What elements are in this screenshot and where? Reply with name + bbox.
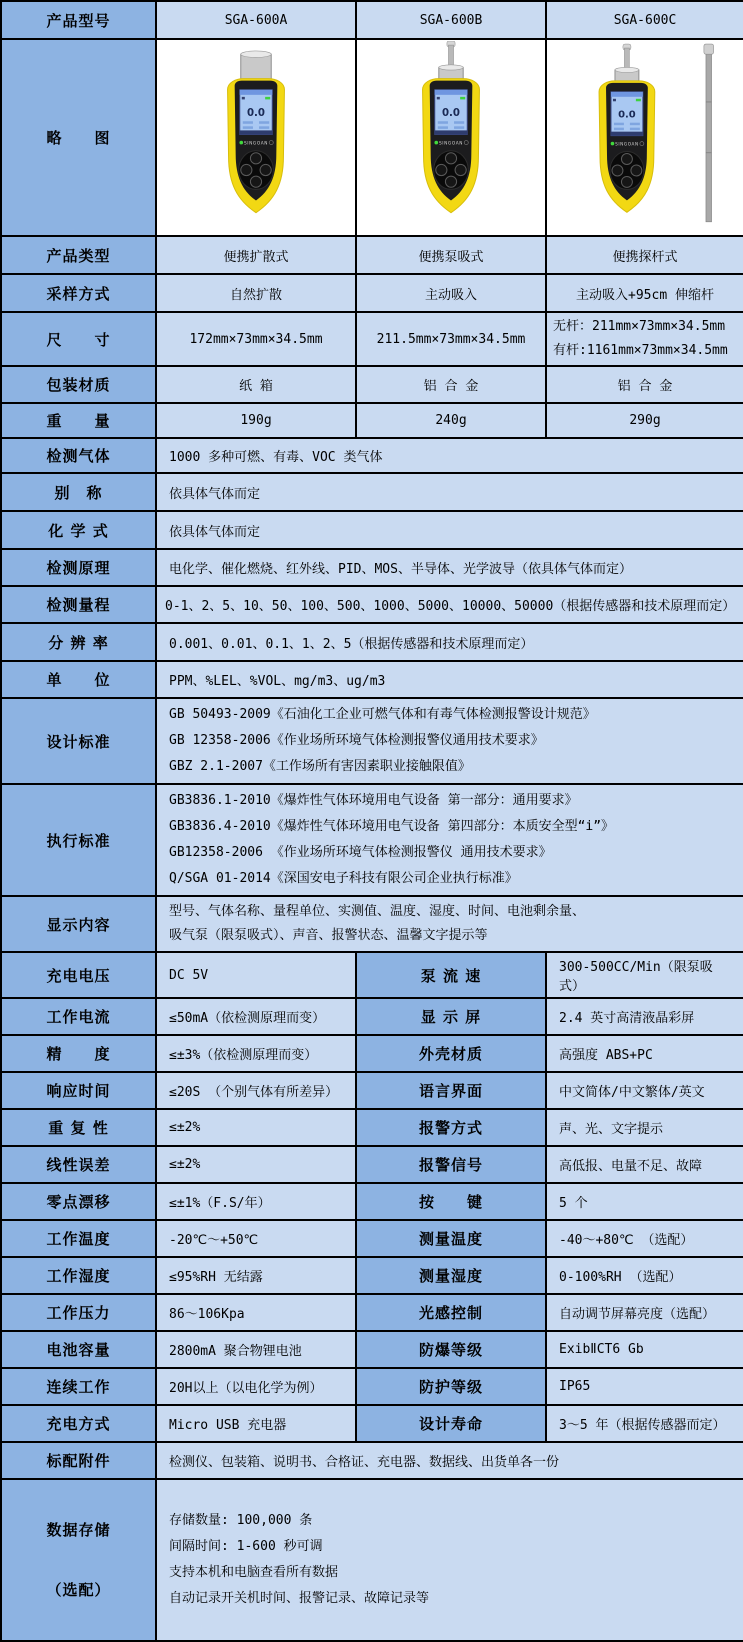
value-weight-c: 290g [546,403,743,438]
label-sketch: 略 图 [1,39,156,236]
table-row [1,1183,743,1220]
value-measure-humidity: 0-100%RH （选配） [546,1257,743,1294]
value-design-standard [156,698,743,784]
value-working-current: ≤50mA（依检测原理而变） [156,998,356,1035]
model-sga-600a: SGA-600A [156,1,356,39]
label-product-type: 产品类型 [1,236,156,274]
label-accuracy: 精 度 [1,1035,156,1072]
value-sampling-c: 主动吸入+95cm 伸缩杆 [546,274,743,312]
table-row [1,236,743,274]
model-sga-600b: SGA-600B [356,1,546,39]
label-zero-drift: 零点漂移 [1,1183,156,1220]
table-row [1,784,743,896]
dimensions-c-with-rod: 有杆:1161mm×73mm×34.5mm [553,343,728,358]
value-detection-range: 0-1、2、5、10、50、100、500、1000、5000、10000、50000（根据传感器和技术原理而定） [156,586,743,623]
sketch-cell-sga-600a [156,39,356,236]
label-sampling-method: 采样方式 [1,274,156,312]
value-response-time: ≤20S （个别气体有所差异） [156,1072,356,1109]
value-light-sensor-control: 自动调节屏幕亮度（选配） [546,1294,743,1331]
table-row [1,698,743,784]
value-product-type-c: 便携探杆式 [546,236,743,274]
data-storage-line: 支持本机和电脑查看所有数据 [169,1565,339,1580]
label-design-standard: 设计标准 [1,698,156,784]
label-exec-standard: 执行标准 [1,784,156,896]
label-protection-grade: 防护等级 [356,1368,546,1405]
label-packaging-material: 包装材质 [1,366,156,403]
label-weight: 重 量 [1,403,156,438]
label-unit: 单 位 [1,661,156,698]
table-row [1,1035,743,1072]
label-alias: 别 称 [1,473,156,511]
value-working-temperature: -20℃～+50℃ [156,1220,356,1257]
table-row [1,511,743,549]
value-detection-principle: 电化学、催化燃烧、红外线、PID、MOS、半导体、光学波导（依具体气体而定） [156,549,743,586]
header-row [1,1,743,39]
data-storage-label-line: （选配） [46,1581,111,1599]
table-row [1,366,743,403]
value-pump-flow-rate: 300-500CC/Min（限泵吸式） [546,952,743,998]
value-data-storage [156,1479,743,1641]
table-row [1,1405,743,1442]
value-continuous-working: 20H以上（以电化学为例） [156,1368,356,1405]
table-row [1,661,743,698]
value-accessories: 检测仪、包装箱、说明书、合格证、充电器、数据线、出货单各一份 [156,1442,743,1479]
design-standard-line: GB 50493-2009《石油化工企业可燃气体和有毒气体检测报警设计规范》 [169,707,596,722]
value-unit: PPM、%LEL、%VOL、mg/m3、ug/m3 [156,661,743,698]
label-alarm-signal: 报警信号 [356,1146,546,1183]
table-row [1,998,743,1035]
table-row [1,1368,743,1405]
value-accuracy: ≤±3%（依检测原理而变） [156,1035,356,1072]
table-row [1,1146,743,1183]
table-row [1,473,743,511]
label-shell-material: 外壳材质 [356,1035,546,1072]
value-product-type-b: 便携泵吸式 [356,236,546,274]
value-packaging-b: 铝 合 金 [356,366,546,403]
table-row [1,1072,743,1109]
table-row [1,1294,743,1331]
value-shell-material: 高强度 ABS+PC [546,1035,743,1072]
label-alarm-mode: 报警方式 [356,1109,546,1146]
label-detect-gas: 检测气体 [1,438,156,473]
display-content-line: 吸气泵（限泵吸式）、声音、报警状态、温馨文字提示等 [169,928,488,943]
label-detection-range: 检测量程 [1,586,156,623]
display-content-line: 型号、气体名称、量程单位、实测值、温度、湿度、时间、电池剩余量、 [169,904,586,919]
dimensions-c-no-rod: 无杆：211mm×73mm×34.5mm [553,319,726,334]
label-pump-flow-rate: 泵 流 速 [356,952,546,998]
label-working-current: 工作电流 [1,998,156,1035]
value-detect-gas: 1000 多种可燃、有毒、VOC 类气体 [156,438,743,473]
label-working-humidity: 工作湿度 [1,1257,156,1294]
table-row [1,274,743,312]
value-alarm-mode: 声、光、文字提示 [546,1109,743,1146]
value-weight-b: 240g [356,403,546,438]
label-measure-humidity: 测量湿度 [356,1257,546,1294]
value-product-type-a: 便携扩散式 [156,236,356,274]
value-language-ui: 中文简体/中文繁体/英文 [546,1072,743,1109]
device-sketch-sga-600b [358,41,544,234]
data-storage-label-line: 数据存储 [46,1521,111,1539]
exec-standard-line: GB12358-2006 《作业场所环境气体检测报警仪 通用技术要求》 [169,845,552,860]
table-row [1,623,743,661]
device-sketch-sga-600c [548,41,742,234]
data-storage-line: 间隔时间: 1-600 秒可调 [169,1539,323,1554]
label-working-pressure: 工作压力 [1,1294,156,1331]
table-row [1,549,743,586]
label-chemical-formula: 化 学 式 [1,511,156,549]
table-row [1,1257,743,1294]
sketch-cell-sga-600c [546,39,743,236]
value-dimensions-b: 211.5mm×73mm×34.5mm [356,312,546,366]
value-weight-a: 190g [156,403,356,438]
value-resolution: 0.001、0.01、0.1、1、2、5（根据传感器和技术原理而定） [156,623,743,661]
value-alarm-signal: 高低报、电量不足、故障 [546,1146,743,1183]
value-chemical-formula: 依具体气体而定 [156,511,743,549]
exec-standard-line: GB3836.1-2010《爆炸性气体环境用电气设备 第一部分：通用要求》 [169,793,578,808]
table-row [1,312,743,366]
value-display-screen: 2.4 英寸高清液晶彩屏 [546,998,743,1035]
table-row [1,1331,743,1368]
table-row [1,438,743,473]
value-zero-drift: ≤±1%（F.S/年） [156,1183,356,1220]
table-row [1,1479,743,1641]
label-data-storage [1,1479,156,1641]
table-row [1,586,743,623]
data-storage-line: 自动记录开关机时间、报警记录、故障记录等 [169,1591,430,1606]
value-packaging-c: 铝 合 金 [546,366,743,403]
value-sampling-b: 主动吸入 [356,274,546,312]
device-sketch-sga-600a [158,41,354,234]
value-linearity-error: ≤±2% [156,1146,356,1183]
label-light-sensor-control: 光感控制 [356,1294,546,1331]
value-dimensions-c [546,312,743,366]
value-working-pressure: 86～106Kpa [156,1294,356,1331]
sketch-row [1,39,743,236]
design-standard-line: GBZ 2.1-2007《工作场所有害因素职业接触限值》 [169,759,471,774]
value-sampling-a: 自然扩散 [156,274,356,312]
table-row [1,952,743,998]
value-design-life: 3～5 年（根据传感器而定） [546,1405,743,1442]
value-charge-method: Micro USB 充电器 [156,1405,356,1442]
label-linearity-error: 线性误差 [1,1146,156,1183]
table-row [1,1109,743,1146]
exec-standard-line: Q/SGA 01-2014《深国安电子科技有限公司企业执行标准》 [169,871,518,886]
label-charge-voltage: 充电电压 [1,952,156,998]
label-response-time: 响应时间 [1,1072,156,1109]
label-design-life: 设计寿命 [356,1405,546,1442]
label-explosion-proof-grade: 防爆等级 [356,1331,546,1368]
table-row [1,1442,743,1479]
exec-standard-line: GB3836.4-2010《爆炸性气体环境用电气设备 第四部分：本质安全型“i”》 [169,819,615,834]
value-protection-grade: IP65 [546,1368,743,1405]
label-measure-temperature: 测量温度 [356,1220,546,1257]
label-charge-method: 充电方式 [1,1405,156,1442]
label-battery-capacity: 电池容量 [1,1331,156,1368]
value-exec-standard [156,784,743,896]
table-row [1,403,743,438]
value-keys: 5 个 [546,1183,743,1220]
data-storage-line: 存储数量: 100,000 条 [169,1513,313,1528]
value-dimensions-a: 172mm×73mm×34.5mm [156,312,356,366]
label-repeatability: 重 复 性 [1,1109,156,1146]
table-row [1,896,743,952]
label-display-content: 显示内容 [1,896,156,952]
label-keys: 按 键 [356,1183,546,1220]
label-language-ui: 语言界面 [356,1072,546,1109]
model-sga-600c: SGA-600C [546,1,743,39]
label-resolution: 分 辨 率 [1,623,156,661]
label-product-model: 产品型号 [1,1,156,39]
design-standard-line: GB 12358-2006《作业场所环境气体检测报警仪通用技术要求》 [169,733,544,748]
label-detection-principle: 检测原理 [1,549,156,586]
value-measure-temperature: -40～+80℃ （选配） [546,1220,743,1257]
sketch-cell-sga-600b [356,39,546,236]
table-row [1,1220,743,1257]
value-alias: 依具体气体而定 [156,473,743,511]
label-dimensions: 尺 寸 [1,312,156,366]
value-packaging-a: 纸 箱 [156,366,356,403]
label-display-screen: 显 示 屏 [356,998,546,1035]
value-explosion-proof-grade: ExibⅡCT6 Gb [546,1331,743,1368]
value-display-content [156,896,743,952]
value-repeatability: ≤±2% [156,1109,356,1146]
label-accessories: 标配附件 [1,1442,156,1479]
value-charge-voltage: DC 5V [156,952,356,998]
value-working-humidity: ≤95%RH 无结露 [156,1257,356,1294]
value-battery-capacity: 2800mA 聚合物锂电池 [156,1331,356,1368]
label-working-temperature: 工作温度 [1,1220,156,1257]
telescopic-rod [704,44,714,222]
label-continuous-working: 连续工作 [1,1368,156,1405]
